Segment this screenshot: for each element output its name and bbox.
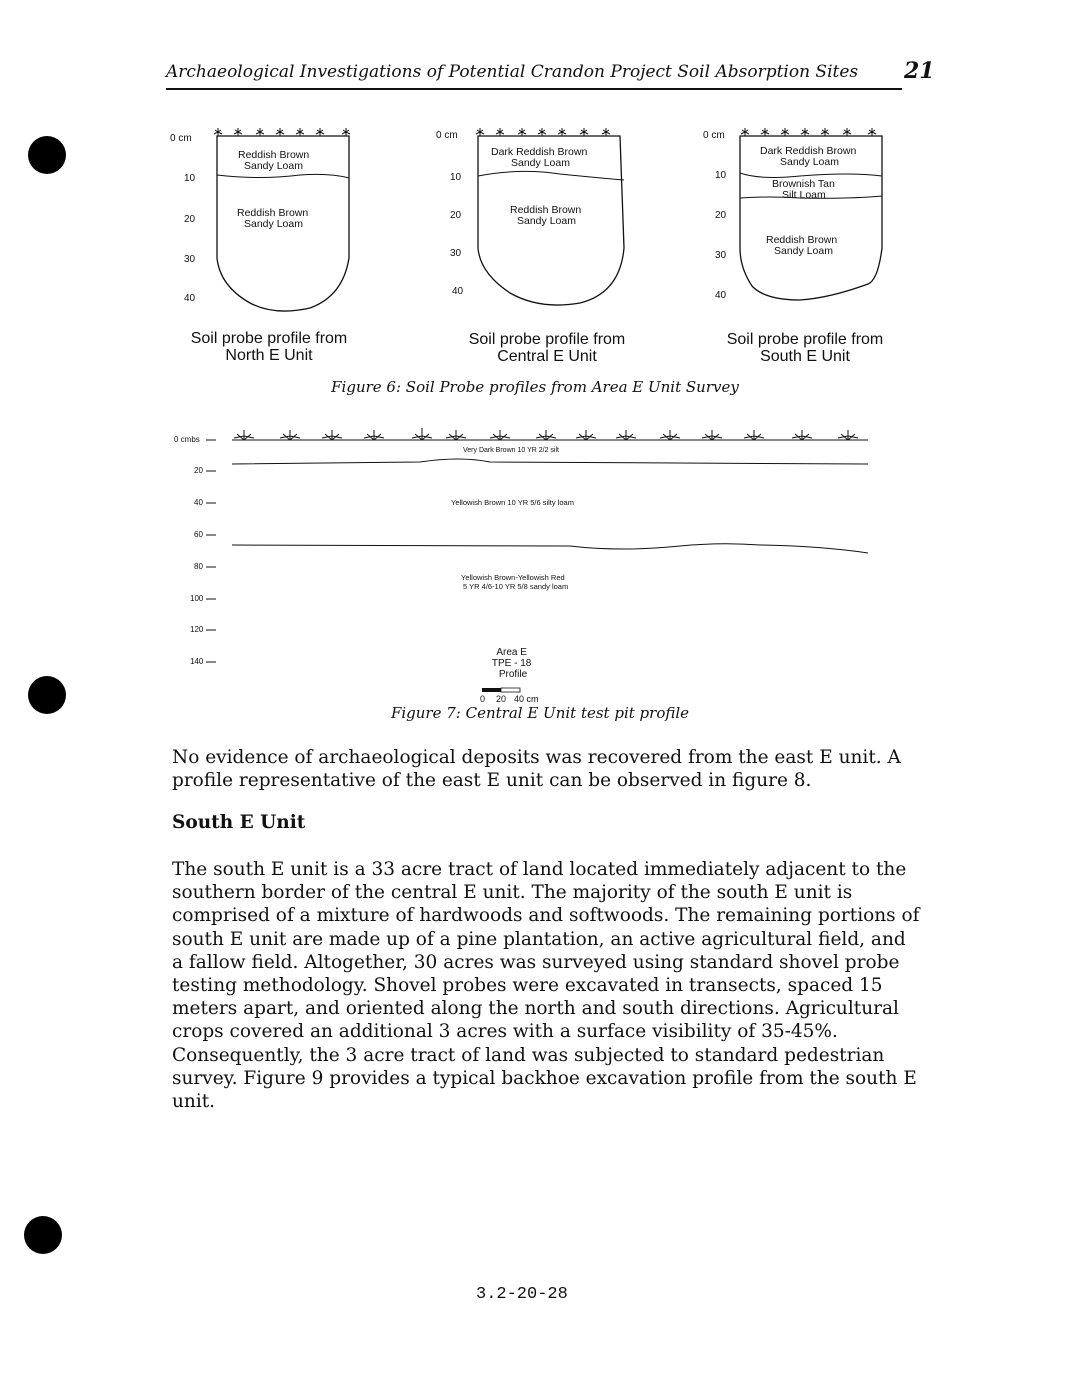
vegetation-symbols [476,128,610,136]
svg-text:40: 40 [194,498,203,507]
svg-text:Reddish Brown Sandy Loam: Reddish Brown Sandy Loam [766,234,838,257]
depth-label: 30 [184,254,196,265]
svg-text:0: 0 [480,694,486,704]
layer-boundary [740,173,882,177]
vegetation-symbols [214,128,350,136]
svg-text:0 cm: 0 cm [436,130,458,141]
depth-label: 0 cm [170,133,192,144]
figure7-caption: Figure 7: Central E Unit test pit profile [390,704,690,722]
layer-label: Yellowish Brown-Yellowish Red 5 YR 4/6-10 YR 5/8 sandy loam [461,573,569,591]
svg-text:140: 140 [190,657,204,666]
svg-text:Reddish Brown Sandy Loam: Reddish Brown Sandy Loam [510,204,582,227]
svg-text:Dark Reddish Brown Sandy: Dark Reddish Brown Sandy Loam [491,146,588,169]
svg-text:30: 30 [450,248,462,259]
depth-label: 10 [184,173,196,184]
svg-text:30: 30 [715,250,727,261]
svg-text:20: 20 [450,210,462,221]
layer-boundary [232,544,868,553]
paragraph-south-unit: The south E unit is a 33 acre tract of land located immediately adjacent to the southern border of the central E unit. The majority of the south E unit is comprised of a mixture of hardwoods and softwoods. The remaining portions of south E unit are made up of a pine plantation, an active agricultural field, and a fallow field. Altogether, 30 acres was surveyed using standard shovel probe testing methodology. Shovel probes were excavated in transects, spaced 15 meters apart, and oriented along the north and south directions. Agricultural crops covered an additional 3 acres with a surface visibility of 35-45%. Consequently, the 3 acre tract of land was subjected to standard pedestrian survey. Figure 9 provides a typical backhoe excavation profile from the south E unit. [172,859,920,1113]
binder-hole-top [28,136,66,174]
vegetation-symbols [234,428,858,440]
layer-label: Very Dark Brown 10 YR 2/2 silt [463,447,559,454]
document-number: 3.2-20-28 [476,1285,568,1304]
svg-text:60: 60 [194,530,203,539]
section-heading-south-e-unit: South E Unit [172,812,306,833]
svg-text:Brownish Tan Silt Loam: Brownish Tan Silt Loam [772,178,835,201]
profile-label: Area E TPE - 18 Profile [491,647,532,680]
paragraph-east-unit: No evidence of archaeological deposits was recovered from the east E unit. A profile representative of the east E unit can be observed in figure 8. [172,747,901,792]
probe-profile-central [436,128,624,305]
svg-text:10: 10 [450,172,462,183]
svg-text:20: 20 [496,694,507,704]
scale-bar [480,688,539,704]
probe-caption-central: Soil probe profile from Central E Unit [468,331,626,365]
depth-label: 20 [184,214,196,225]
svg-text:120: 120 [190,625,204,634]
figure7-test-pit-profile [160,410,880,710]
figure6-caption: Figure 6: Soil Probe profiles from Area E Unit Survey [331,378,739,396]
probe-profile-north [170,128,350,311]
svg-text:Dark Reddish Brown Sandy: Dark Reddish Brown Sandy Loam [760,145,857,168]
svg-text:80: 80 [194,562,203,571]
svg-text:40: 40 [715,290,727,301]
svg-text:0 cmbs: 0 cmbs [174,435,200,444]
layer-boundary [217,174,349,178]
svg-text:10: 10 [715,170,727,181]
vegetation-symbols [741,128,876,136]
binder-hole-bottom [24,1216,62,1254]
page-number: 21 [904,58,935,84]
binder-hole-middle [28,676,66,714]
running-header-title: Archaeological Investigations of Potential Crandon Project Soil Absorption Sites [166,62,859,82]
svg-text:40 cm: 40 cm [514,694,539,704]
depth-axis [174,435,216,666]
probe-caption-south: Soil probe profile from South E Unit [726,331,884,365]
svg-text:0 cm: 0 cm [703,130,725,141]
probe-caption-north: Soil probe profile from North E Unit [190,330,348,364]
depth-label: 40 [184,293,196,304]
header-rule [166,88,902,90]
figure6-soil-probe-profiles [160,118,900,318]
svg-text:20: 20 [715,210,727,221]
layer-label-bottom: Reddish Brown Sandy Loam [237,207,309,230]
layer-boundary [232,459,868,464]
probe-profile-south [703,128,882,301]
svg-text:40: 40 [452,286,464,297]
svg-text:20: 20 [194,466,203,475]
layer-label-top: Reddish Brown Sandy Loam [238,149,310,172]
layer-label: Yellowish Brown 10 YR 5/6 silty loam [451,498,574,507]
layer-boundary [478,171,624,180]
svg-text:100: 100 [190,594,204,603]
